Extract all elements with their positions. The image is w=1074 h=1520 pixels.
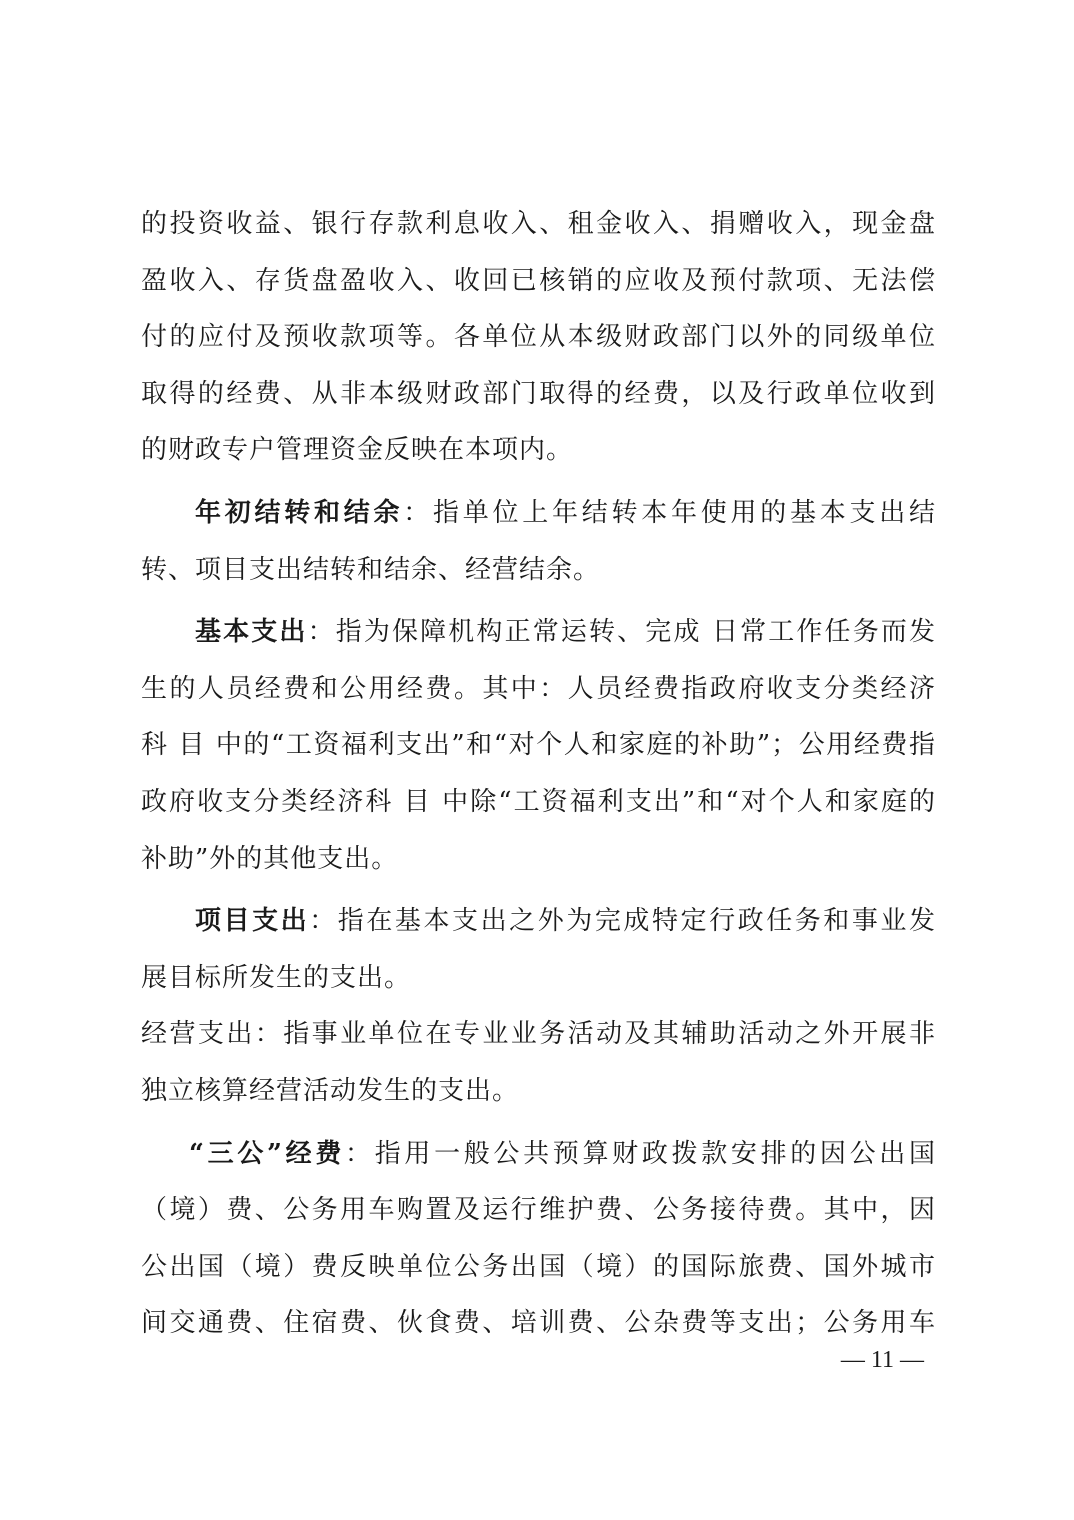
text-line: 补助”外的其他支出。 <box>141 843 399 874</box>
text-line: 生的人员经费和公用经费。其中：人员经费指政府收支分类经济 <box>141 673 936 704</box>
text-line: （境）费、公务用车购置及运行维护费、公务接待费。其中，因 <box>141 1195 936 1226</box>
paragraph-carryover <box>141 485 936 598</box>
text-line: 独立核算经营活动发生的支出。 <box>141 1075 520 1106</box>
text-line <box>141 893 936 950</box>
text-line: 的投资收益、银行存款利息收入、租金收入、捐赠收入，现金盘 <box>141 209 936 239</box>
term-heading: “三公”经费 <box>189 1138 346 1169</box>
text-line: 盈收入、存货盘盈收入、收回已核销的应收及预付款项、无法偿 <box>141 265 936 296</box>
definition-text: ：指用一般公共预算财政拨款安排的因公出国 <box>345 1138 936 1169</box>
text-line <box>141 1126 936 1183</box>
definition-text: ：指在基本支出之外为完成特定行政任务和事业发 <box>309 906 936 937</box>
text-line: 公出国（境）费反映单位公务出国（境）的国际旅费、国外城市 <box>141 1251 936 1282</box>
text-line: 转、项目支出结转和结余、经营结余。 <box>141 554 601 585</box>
text-line: 科 目 中的“工资福利支出”和“对个人和家庭的补助”；公用经费指 <box>141 730 936 761</box>
text-line: 付的应付及预收款项等。各单位从本级财政部门以外的同级单位 <box>141 322 936 353</box>
paragraph-basic-expenditure <box>141 604 936 887</box>
text-line: 取得的经费、从非本级财政部门取得的经费，以及行政单位收到 <box>141 378 936 409</box>
document-body <box>141 196 936 1352</box>
paragraph-project-expenditure <box>141 893 936 1006</box>
paragraph-operating-expenditure <box>141 1006 936 1119</box>
term-heading: 年初结转和结余 <box>195 497 404 528</box>
text-line: 的财政专户管理资金反映在本项内。 <box>141 435 574 466</box>
page-number: — 11 — <box>840 1347 924 1373</box>
text-line: 经营支出：指事业单位在专业业务活动及其辅助活动之外开展非 <box>141 1019 936 1050</box>
text-line <box>141 485 936 542</box>
term-heading: 基本支出 <box>195 617 308 648</box>
definition-text: ：指单位上年结转本年使用的基本支出结 <box>403 497 936 528</box>
term-heading: 项目支出 <box>195 906 310 937</box>
text-line: 间交通费、住宿费、伙食费、培训费、公杂费等支出；公务用车 <box>141 1308 936 1339</box>
text-line <box>141 604 936 661</box>
text-line: 展目标所发生的支出。 <box>141 962 412 993</box>
paragraph-three-public-expenses <box>141 1126 936 1352</box>
text-line: 政府收支分类经济科 目 中除“工资福利支出”和“对个人和家庭的 <box>141 786 936 817</box>
paragraph-income-continuation <box>141 196 936 479</box>
definition-text: ：指为保障机构正常运转、完成 日常工作任务而发 <box>307 617 936 648</box>
